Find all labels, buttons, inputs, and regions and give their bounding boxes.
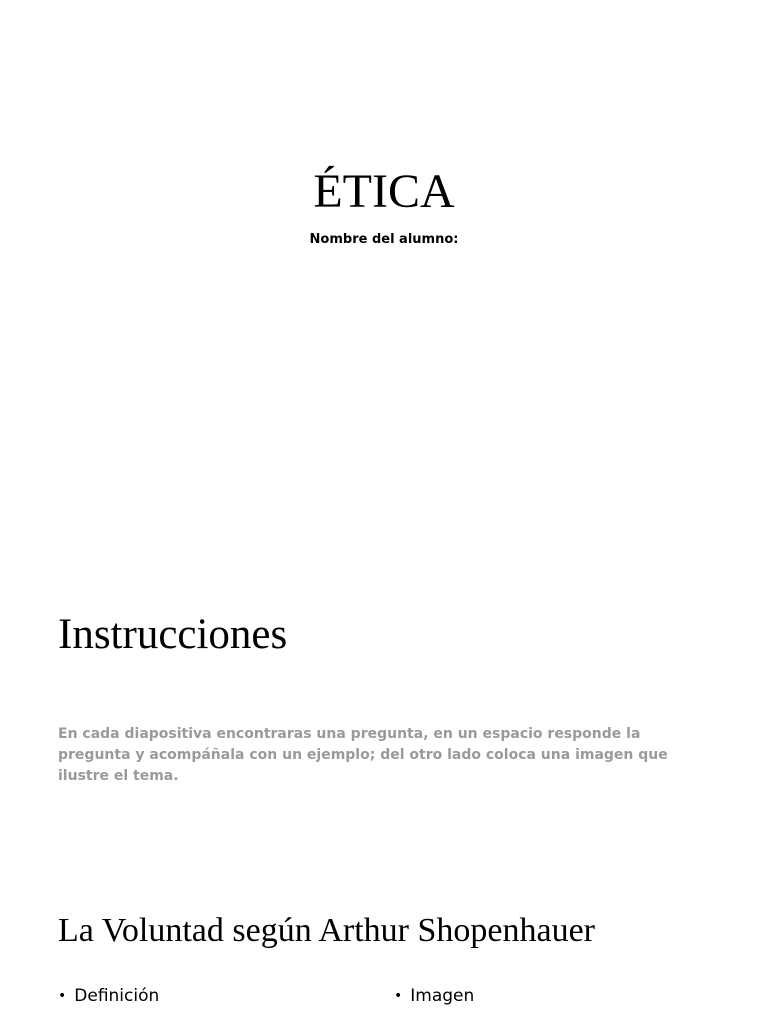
bullet-dot-icon: • bbox=[58, 988, 67, 1004]
student-name-label: Nombre del alumno: bbox=[309, 232, 459, 247]
instructions-heading: Instrucciones bbox=[58, 611, 288, 658]
slide-instructions bbox=[0, 510, 768, 850]
document-title: ÉTICA bbox=[313, 165, 455, 218]
bullet-imagen bbox=[394, 984, 474, 1008]
bullet-label: Definición bbox=[74, 986, 160, 1006]
slide-title bbox=[0, 0, 768, 510]
voluntad-heading: La Voluntad según Arthur Shopenhauer bbox=[58, 912, 595, 949]
bullet-definicion bbox=[58, 984, 159, 1008]
bullet-label: Imagen bbox=[410, 986, 475, 1006]
slide-voluntad bbox=[0, 850, 768, 1024]
instructions-text: En cada diapositiva encontraras una pregunta, en un espacio responde la pregunta y acompáñala con un ejemplo; del otro lado coloca una imagen que ilustre el tema. bbox=[58, 726, 668, 784]
bullet-dot-icon: • bbox=[394, 988, 403, 1004]
